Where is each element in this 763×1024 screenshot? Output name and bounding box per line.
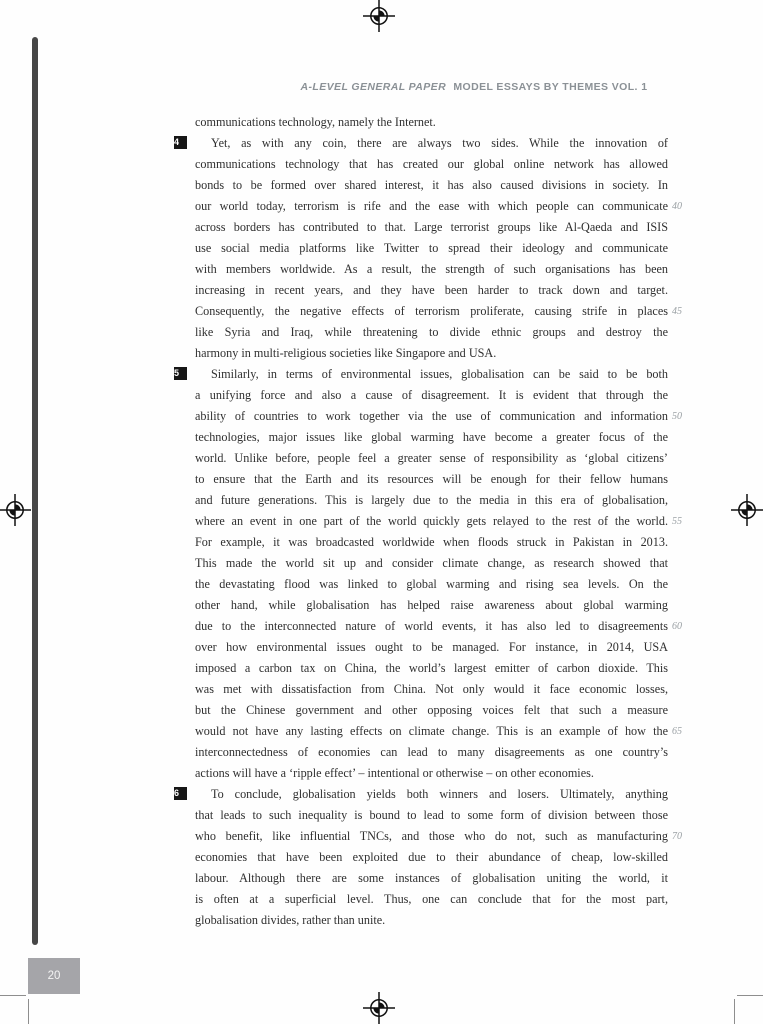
- text-line: across borders has contributed to that. Large terrorist groups like Al-Qaeda and ISIS: [195, 220, 668, 234]
- text-line: would not have any lasting effects on climate change. This is an example of how the 65: [195, 721, 668, 742]
- crop-mark-icon: [734, 999, 735, 1024]
- text-line: bonds to be formed over shared interest, it has also caused divisions in society. In: [195, 178, 668, 192]
- text-line: due to the interconnected nature of world events, it has also led to disagreements 60: [195, 616, 668, 637]
- line-number: 70: [672, 831, 682, 842]
- text-line: imposed a carbon tax on China, the world’s largest emitter of carbon dioxide. This: [195, 661, 668, 675]
- text-line: is often at a superficial level. Thus, one can conclude that for the most part,: [195, 892, 668, 906]
- text-line: over how environmental issues ought to be managed. For instance, in 2014, USA: [195, 640, 668, 654]
- text-line: other hand, while globalisation has helped raise awareness about global warming: [195, 598, 668, 612]
- text-line: who benefit, like influential TNCs, and those who do not, such as manufacturing 70: [195, 826, 668, 847]
- paragraph-number-marker: 4: [174, 136, 187, 149]
- running-header-title: MODEL ESSAYS BY THEMES VOL. 1: [453, 81, 648, 93]
- page-number: 20: [47, 970, 61, 982]
- text-line: To conclude, globalisation yields both winners and losers. Ultimately, anything 6: [174, 787, 668, 801]
- line-number: 40: [672, 201, 682, 212]
- text-line: communications technology, namely the Internet.: [195, 115, 436, 129]
- page-number-badge: [28, 958, 80, 994]
- text-line: was met with dissatisfaction from China. Not only would it face economic losses,: [195, 682, 668, 696]
- text-line: world. Unlike before, people feel a greater sense of responsibility as ‘global citizens’: [195, 451, 668, 465]
- running-header-series: A-LEVEL GENERAL PAPER: [300, 81, 447, 93]
- registration-mark-icon: [0, 494, 31, 526]
- text-line: Similarly, in terms of environmental issues, globalisation can be said to be both 5: [174, 367, 668, 381]
- text-line: with members worldwide. As a result, the strength of such organisations has been: [195, 262, 668, 276]
- text-line: but the Chinese government and other opposing voices felt that such a measure: [195, 703, 668, 717]
- line-number: 65: [672, 726, 682, 737]
- text-line: use social media platforms like Twitter to spread their ideology and communicate: [195, 241, 668, 255]
- text-line: labour. Although there are some instances of globalisation uniting the world, it: [195, 871, 668, 885]
- text-line: globalisation divides, rather than unite.: [195, 913, 386, 927]
- text-line: ability of countries to work together via the use of communication and information 50: [195, 406, 668, 427]
- text-line: interconnectedness of economies can lead to many disagreements as one country’s: [195, 745, 668, 759]
- running-header: [280, 81, 668, 93]
- crop-mark-icon: [28, 999, 29, 1024]
- text-line: increasing in recent years, and they have been harder to track down and target.: [195, 283, 668, 297]
- line-number: 60: [672, 621, 682, 632]
- text-line: Yet, as with any coin, there are always two sides. While the innovation of 4: [174, 136, 668, 150]
- text-line: to ensure that the Earth and its resources will be enough for their fellow humans: [195, 472, 668, 486]
- text-line: and future generations. This is largely due to the media in this era of globalisation,: [195, 493, 668, 507]
- essay-text-block: [174, 112, 682, 931]
- text-line: that leads to such inequality is bound to lead to some form of division between those: [195, 808, 668, 822]
- text-line: For example, it was broadcasted worldwide when floods struck in Pakistan in 2013.: [195, 535, 668, 549]
- text-line: where an event in one part of the world quickly gets relayed to the rest of the world. 55: [195, 511, 668, 532]
- text-line: This made the world sit up and consider climate change, as research showed that: [195, 556, 668, 570]
- text-line: harmony in multi-religious societies like Singapore and USA.: [195, 346, 497, 360]
- text-line: economies that have been exploited due to their abundance of cheap, low-skilled: [195, 850, 668, 864]
- text-line: technologies, major issues like global warming have become a greater focus of the: [195, 430, 668, 444]
- text-line: Consequently, the negative effects of terrorism proliferate, causing strife in places 45: [195, 301, 668, 322]
- paragraph-number-marker: 5: [174, 367, 187, 380]
- registration-mark-icon: [363, 992, 395, 1024]
- paragraph-number-marker: 6: [174, 787, 187, 800]
- crop-mark-icon: [0, 995, 26, 996]
- text-line: the devastating flood was linked to global warming and rising sea levels. On the: [195, 577, 668, 591]
- line-number: 45: [672, 306, 682, 317]
- text-line: a unifying force and also a cause of disagreement. It is evident that through the: [195, 388, 668, 402]
- line-number: 50: [672, 411, 682, 422]
- text-line: our world today, terrorism is rife and the ease with which people can communicate 40: [195, 196, 668, 217]
- text-line: actions will have a ‘ripple effect’ – intentional or otherwise – on other economies.: [195, 766, 594, 780]
- scan-binding-strip: [32, 37, 38, 945]
- registration-mark-icon: [363, 0, 395, 32]
- registration-mark-icon: [731, 494, 763, 526]
- text-line: communications technology that has created our global online network has allowed: [195, 157, 668, 171]
- text-line: like Syria and Iraq, while threatening to divide ethnic groups and destroy the: [195, 325, 668, 339]
- line-number: 55: [672, 516, 682, 527]
- crop-mark-icon: [737, 995, 763, 996]
